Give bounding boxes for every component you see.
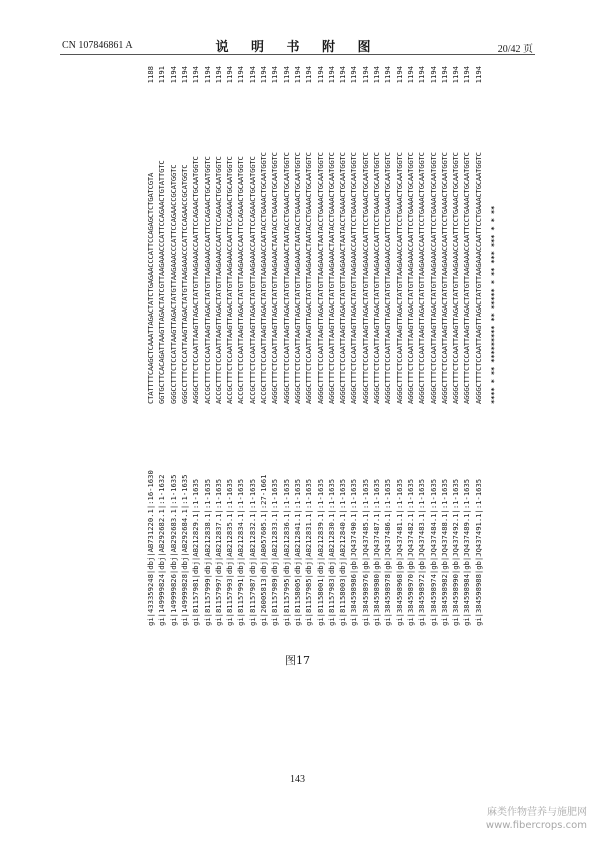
sequence-residues: AGGGCTTTCTCCAATTAAGTTAGACTATGTTAAGAAACCAATTCCTGAAACTGCAATGGTC — [417, 152, 427, 404]
sequence-end-position: 1194 — [213, 66, 223, 84]
sequence-residues: AGGGCTTTCTCCAATTAAGTTAGACTATGTTAAGAAACCAATTCCTGAAACTGCAATGGTC — [360, 152, 370, 404]
watermark — [486, 806, 587, 832]
sequence-end-position: 1194 — [225, 66, 235, 84]
consensus-row — [489, 66, 499, 626]
sequence-id: gi|81157991|dbj|AB212834.1|:1-1635 — [236, 478, 246, 626]
sequence-end-position: 1194 — [372, 66, 381, 84]
alignment-row — [248, 66, 258, 626]
sequence-id: gi|384598972|gb|JQ437483.1|:1-1635 — [417, 478, 427, 626]
consensus-markers: **** * ** ********* ** ***** * ** *** *** * * ** — [489, 205, 498, 404]
sequence-residues: ACCGCTTTCTCCAATTAAGTTAGACTATGTTAAGAAACCAATACCTGAAACTGCAATGGTC — [259, 152, 268, 404]
sequence-end-position: 1194 — [451, 66, 461, 84]
sequence-end-position: 1194 — [360, 66, 370, 84]
page-counter: 20/42 页 — [497, 44, 533, 55]
sequence-residues: AGGGCTTTCTCCAATTAAGTTAGACTATGTTAAGAAACCAATTCCTGAAACTGCAATGGTC — [462, 152, 472, 404]
sequence-id: gi|81157999|dbj|AB212838.1|:1-1635 — [202, 478, 212, 626]
alignment-row — [225, 66, 235, 626]
alignment-row — [214, 66, 224, 626]
sequence-end-position: 1194 — [338, 66, 348, 84]
sequence-id: gi|384598974|gb|JQ437484.1|:1-1635 — [428, 478, 438, 626]
sequence-residues: AGGGCTTTCTCCAATTAAGTTAGACTATGTTAAGAAACTAATACCTGAAACTGCAATGGTC — [326, 152, 336, 404]
sequence-residues: AGGGCTTTCTCCAATTAAGTTAGACTATGTTAAGAAACCAATTCCTGAAACTGCAATGGTC — [439, 152, 449, 404]
sequence-id: gi|149999826|dbj|AB292683.1|:1-1635 — [168, 474, 178, 626]
alignment-row — [180, 66, 190, 626]
alignment-row — [282, 66, 292, 626]
alignment-row — [203, 66, 213, 626]
sequence-end-position: 1194 — [394, 66, 404, 84]
page-header — [0, 0, 595, 60]
alignment-row — [349, 66, 359, 626]
sequence-residues: CTATTTTCAAGCTCAAATTAGACTATCTGAGAACCCATTCCAGAGCTCTGATCGTA — [146, 172, 155, 404]
alignment-row — [316, 66, 326, 626]
sequence-end-position: 1194 — [247, 66, 257, 84]
sequence-end-position: 1194 — [270, 66, 280, 84]
alignment-row — [440, 66, 450, 626]
sequence-end-position: 1194 — [236, 66, 246, 84]
sequence-id: gi|149999828|dbj|AB292684.1|:1-1635 — [179, 474, 189, 626]
alignment-row — [474, 66, 484, 626]
sequence-residues: GGGCCTTTCTCCATTAAGTTAGACTATGTTAAGAAACCCATTCCAGAACCGCATGGTC — [168, 164, 178, 404]
alignment-row — [406, 66, 416, 626]
sequence-id: gi|81157983|dbj|AB212830.1|:1-1635 — [326, 478, 336, 626]
alignment-row — [169, 66, 179, 626]
sequence-id: gi|81158001|dbj|AB212839.1|:1-1635 — [315, 478, 325, 626]
sequence-residues: AGGGCTTTCTCCAATTAAGTTAGACTATGTTAAGAAACCAATTCCTGAAACTGCAATGGTC — [428, 152, 438, 404]
alignment-row — [146, 66, 156, 626]
figure-label: 图17 — [285, 654, 310, 667]
alignment-row — [293, 66, 303, 626]
sequence-end-position: 1194 — [428, 66, 438, 84]
sequence-residues: AGGGCTTTCTCCAATTAAGTTAGACTATGTTAAGAAACCAATTCCAGAACTGCAATGGTC — [191, 156, 201, 404]
sequence-residues: AGGGCTTTCTCCAATTAAGTTAGACTATGTTAAGAAACCAATTCCTGAAACTGCAATGGTC — [383, 152, 393, 404]
sequence-residues: ACCGCTTTCTCCAATTAAGTTAGACTATGTTAAGAAACCAATTCCAGAACTGCAATGGTC — [225, 156, 235, 404]
sequence-residues: ACCGCTTTCTCCAATTAAGTTAGACTATGTTAAGAAACCAATTCCAGAACTGCAATGGTC — [213, 156, 223, 404]
sequence-id: gi|81157993|dbj|AB212835.1|:1-1635 — [225, 478, 235, 626]
sequence-end-position: 1191 — [157, 66, 167, 84]
sequence-id: gi|26005813|dbj|AB057605.1|:27-1661 — [259, 474, 268, 626]
sequence-id: gi|81157981|dbj|AB212829.1|:1-1635 — [191, 478, 201, 626]
sequence-residues: AGGGCTTTCTCCAATTAAGTTAGACTATGTTAAGAAACCAATTCCTGAAACTGCAATGGTC — [451, 152, 461, 404]
sequence-end-position: 1194 — [439, 66, 449, 84]
sequence-end-position: 1194 — [179, 66, 189, 84]
sequence-residues: GGTGCTTCACAGATTAAGTTAGACTATCGTTAAGAAACCCATTCCAGAACTGTATTGTC — [157, 160, 167, 404]
alignment-row — [451, 66, 461, 626]
sequence-id: gi|384598970|gb|JQ437482.1|:1-1635 — [405, 478, 415, 626]
sequence-id: gi|433359248|dbj|AB731220.1|:16-1630 — [146, 470, 155, 626]
sequence-end-position: 1194 — [191, 66, 201, 84]
sequence-end-position: 1194 — [168, 66, 178, 84]
alignment-row — [383, 66, 393, 626]
sequence-id: gi|81157997|dbj|AB212837.1|:1-1635 — [213, 478, 223, 626]
sequence-residues: ACCGCTTTCTCCAATTAAGTTAGACTATGTTAAGAAACCAATTCCAGAACTGCAATGGTC — [247, 156, 257, 404]
page-number: 143 — [290, 774, 305, 785]
sequence-residues: AGGGCTTTCTCCAATTAAGTTAGACTATGTTAAGAAACTAATACCTGAAACTGCAATGGTC — [338, 152, 348, 404]
sequence-residues: AGGGCTTTCTCCAATTAAGTTAGACTATGTTAAGAAACTAATACCTGAAACTGCAATGGTC — [304, 152, 314, 404]
sequence-end-position: 1194 — [349, 66, 359, 84]
sequence-end-position: 1194 — [405, 66, 415, 84]
sequence-id: gi|149999824|dbj|AB292682.1|:1-1632 — [157, 474, 167, 626]
sequence-residues: GGGCCTTTCTCCATTAAGTTAGACTATGTTAAGAAACCCATTCCAGAACCGCATGGTC — [179, 164, 189, 404]
sequence-residues: AGGGCTTTCTCCAATTAAGTTAGACTATGTTAAGAAACCAATTCCTGAAACTGCAATGGTC — [405, 152, 415, 404]
sequence-end-position: 1194 — [292, 66, 302, 84]
sequence-residues: AGGGCTTTCTCCAATTAAGTTAGACTATGTTAAGAAACTAATACCTGAAACTGCAATGGTC — [281, 152, 291, 404]
alignment-row — [417, 66, 427, 626]
sequence-end-position: 1194 — [473, 66, 483, 84]
sequence-id: gi|384598984|gb|JQ437489.1|:1-1635 — [462, 478, 472, 626]
alignment-row — [338, 66, 348, 626]
sequence-end-position: 1194 — [202, 66, 212, 84]
sequence-residues: AGGGCTTTCTCCAATTAAGTTAGACTATGTTAAGAAACCAATTCCTGAAACTGCAATGGTC — [394, 152, 404, 404]
sequence-id: gi|384598988|gb|JQ437491.1|:1-1635 — [473, 478, 483, 626]
sequence-residues: ACCGCTTTCTCCAATTAAGTTAGACTATGTTAAGAAACCAATTCCAGAACTGCAATGGTC — [202, 156, 212, 404]
sequence-residues: AGGGCTTTCTCCAATTAAGTTAGACTATGTTAAGAAACTAATACCTGAAACTGCAATGGTC — [270, 152, 280, 404]
sequence-residues: AGGGCTTTCTCCAATTAAGTTAGACTATGTTAAGAAACCAATTCCTGAAACTGCAATGGTC — [372, 152, 381, 404]
sequence-end-position: 1194 — [417, 66, 427, 84]
sequence-end-position: 1194 — [326, 66, 336, 84]
alignment-row — [304, 66, 314, 626]
page-title: 说 明 书 附 图 — [215, 40, 380, 55]
sequence-end-position: 1194 — [383, 66, 393, 84]
alignment-row — [372, 66, 382, 626]
sequence-end-position: 1194 — [315, 66, 325, 84]
sequence-alignment-figure — [138, 66, 498, 626]
sequence-end-position: 1194 — [304, 66, 314, 84]
alignment-row — [361, 66, 371, 626]
alignment-row — [327, 66, 337, 626]
alignment-row — [270, 66, 280, 626]
sequence-id: gi|81158005|dbj|AB212841.1|:1-1635 — [292, 478, 302, 626]
sequence-end-position: 1194 — [462, 66, 472, 84]
alignment-row — [429, 66, 439, 626]
sequence-id: gi|384598986|gb|JQ437490.1|:1-1635 — [349, 478, 359, 626]
sequence-end-position: 1194 — [259, 66, 268, 84]
sequence-id: gi|384598980|gb|JQ437487.1|:1-1635 — [372, 478, 381, 626]
sequence-residues: AGGGCTTTCTCCAATTAAGTTAGACTATGTTAAGAAACCAATTCCTGAAACTGCAATGGTC — [473, 152, 483, 404]
sequence-id: gi|384598978|gb|JQ437486.1|:1-1635 — [383, 478, 393, 626]
sequence-id: gi|384598990|gb|JQ437492.1|:1-1635 — [451, 478, 461, 626]
alignment-row — [157, 66, 167, 626]
sequence-id: gi|384598976|gb|JQ437485.1|:1-1635 — [360, 478, 370, 626]
sequence-id: gi|81157987|dbj|AB212832.1|:1-1635 — [247, 478, 257, 626]
sequence-id: gi|81157985|dbj|AB212831.1|:1-1635 — [304, 478, 314, 626]
alignment-row — [236, 66, 246, 626]
sequence-id: gi|81157989|dbj|AB212833.1|:1-1635 — [270, 478, 280, 626]
alignment-row — [191, 66, 201, 626]
sequence-end-position: 1194 — [281, 66, 291, 84]
alignment-row — [395, 66, 405, 626]
alignment-row — [462, 66, 472, 626]
sequence-id: gi|81157995|dbj|AB212836.1|:1-1635 — [281, 478, 291, 626]
sequence-residues: AGGGCTTTCTCCAATTAAGTTAGACTATGTTAAGAAACTAATACCTGAAACTGCAATGGTC — [315, 152, 325, 404]
sequence-residues: AGGGCTTTCTCCAATTAAGTTAGACTATGTTAAGAAACCAATTCCTGAAACTGCAATGGTC — [349, 152, 359, 404]
sequence-id: gi|81158003|dbj|AB212840.1|:1-1635 — [338, 478, 348, 626]
sequence-id: gi|384598968|gb|JQ437481.1|:1-1635 — [394, 478, 404, 626]
watermark-line-2: www.fibercrops.com — [485, 820, 587, 831]
sequence-residues: AGGGCTTTCTCCAATTAAGTTAGACTATGTTAAGAAACTAATACCTGAAACTGCAATGGTC — [292, 152, 302, 404]
sequence-id: gi|384598982|gb|JQ437488.1|:1-1635 — [439, 478, 449, 626]
watermark-line-1: 麻类作物营养与施肥网 — [487, 807, 587, 818]
patent-number: CN 107846861 A — [62, 40, 133, 51]
sequence-end-position: 1188 — [146, 66, 155, 84]
sequence-residues: ACCGCTTTCTCCAATTAAGTTAGACTATGTTAAGAAACCAATTCCAGAACTGCAATGGTC — [236, 156, 246, 404]
header-rule — [60, 54, 535, 55]
alignment-row — [259, 66, 269, 626]
